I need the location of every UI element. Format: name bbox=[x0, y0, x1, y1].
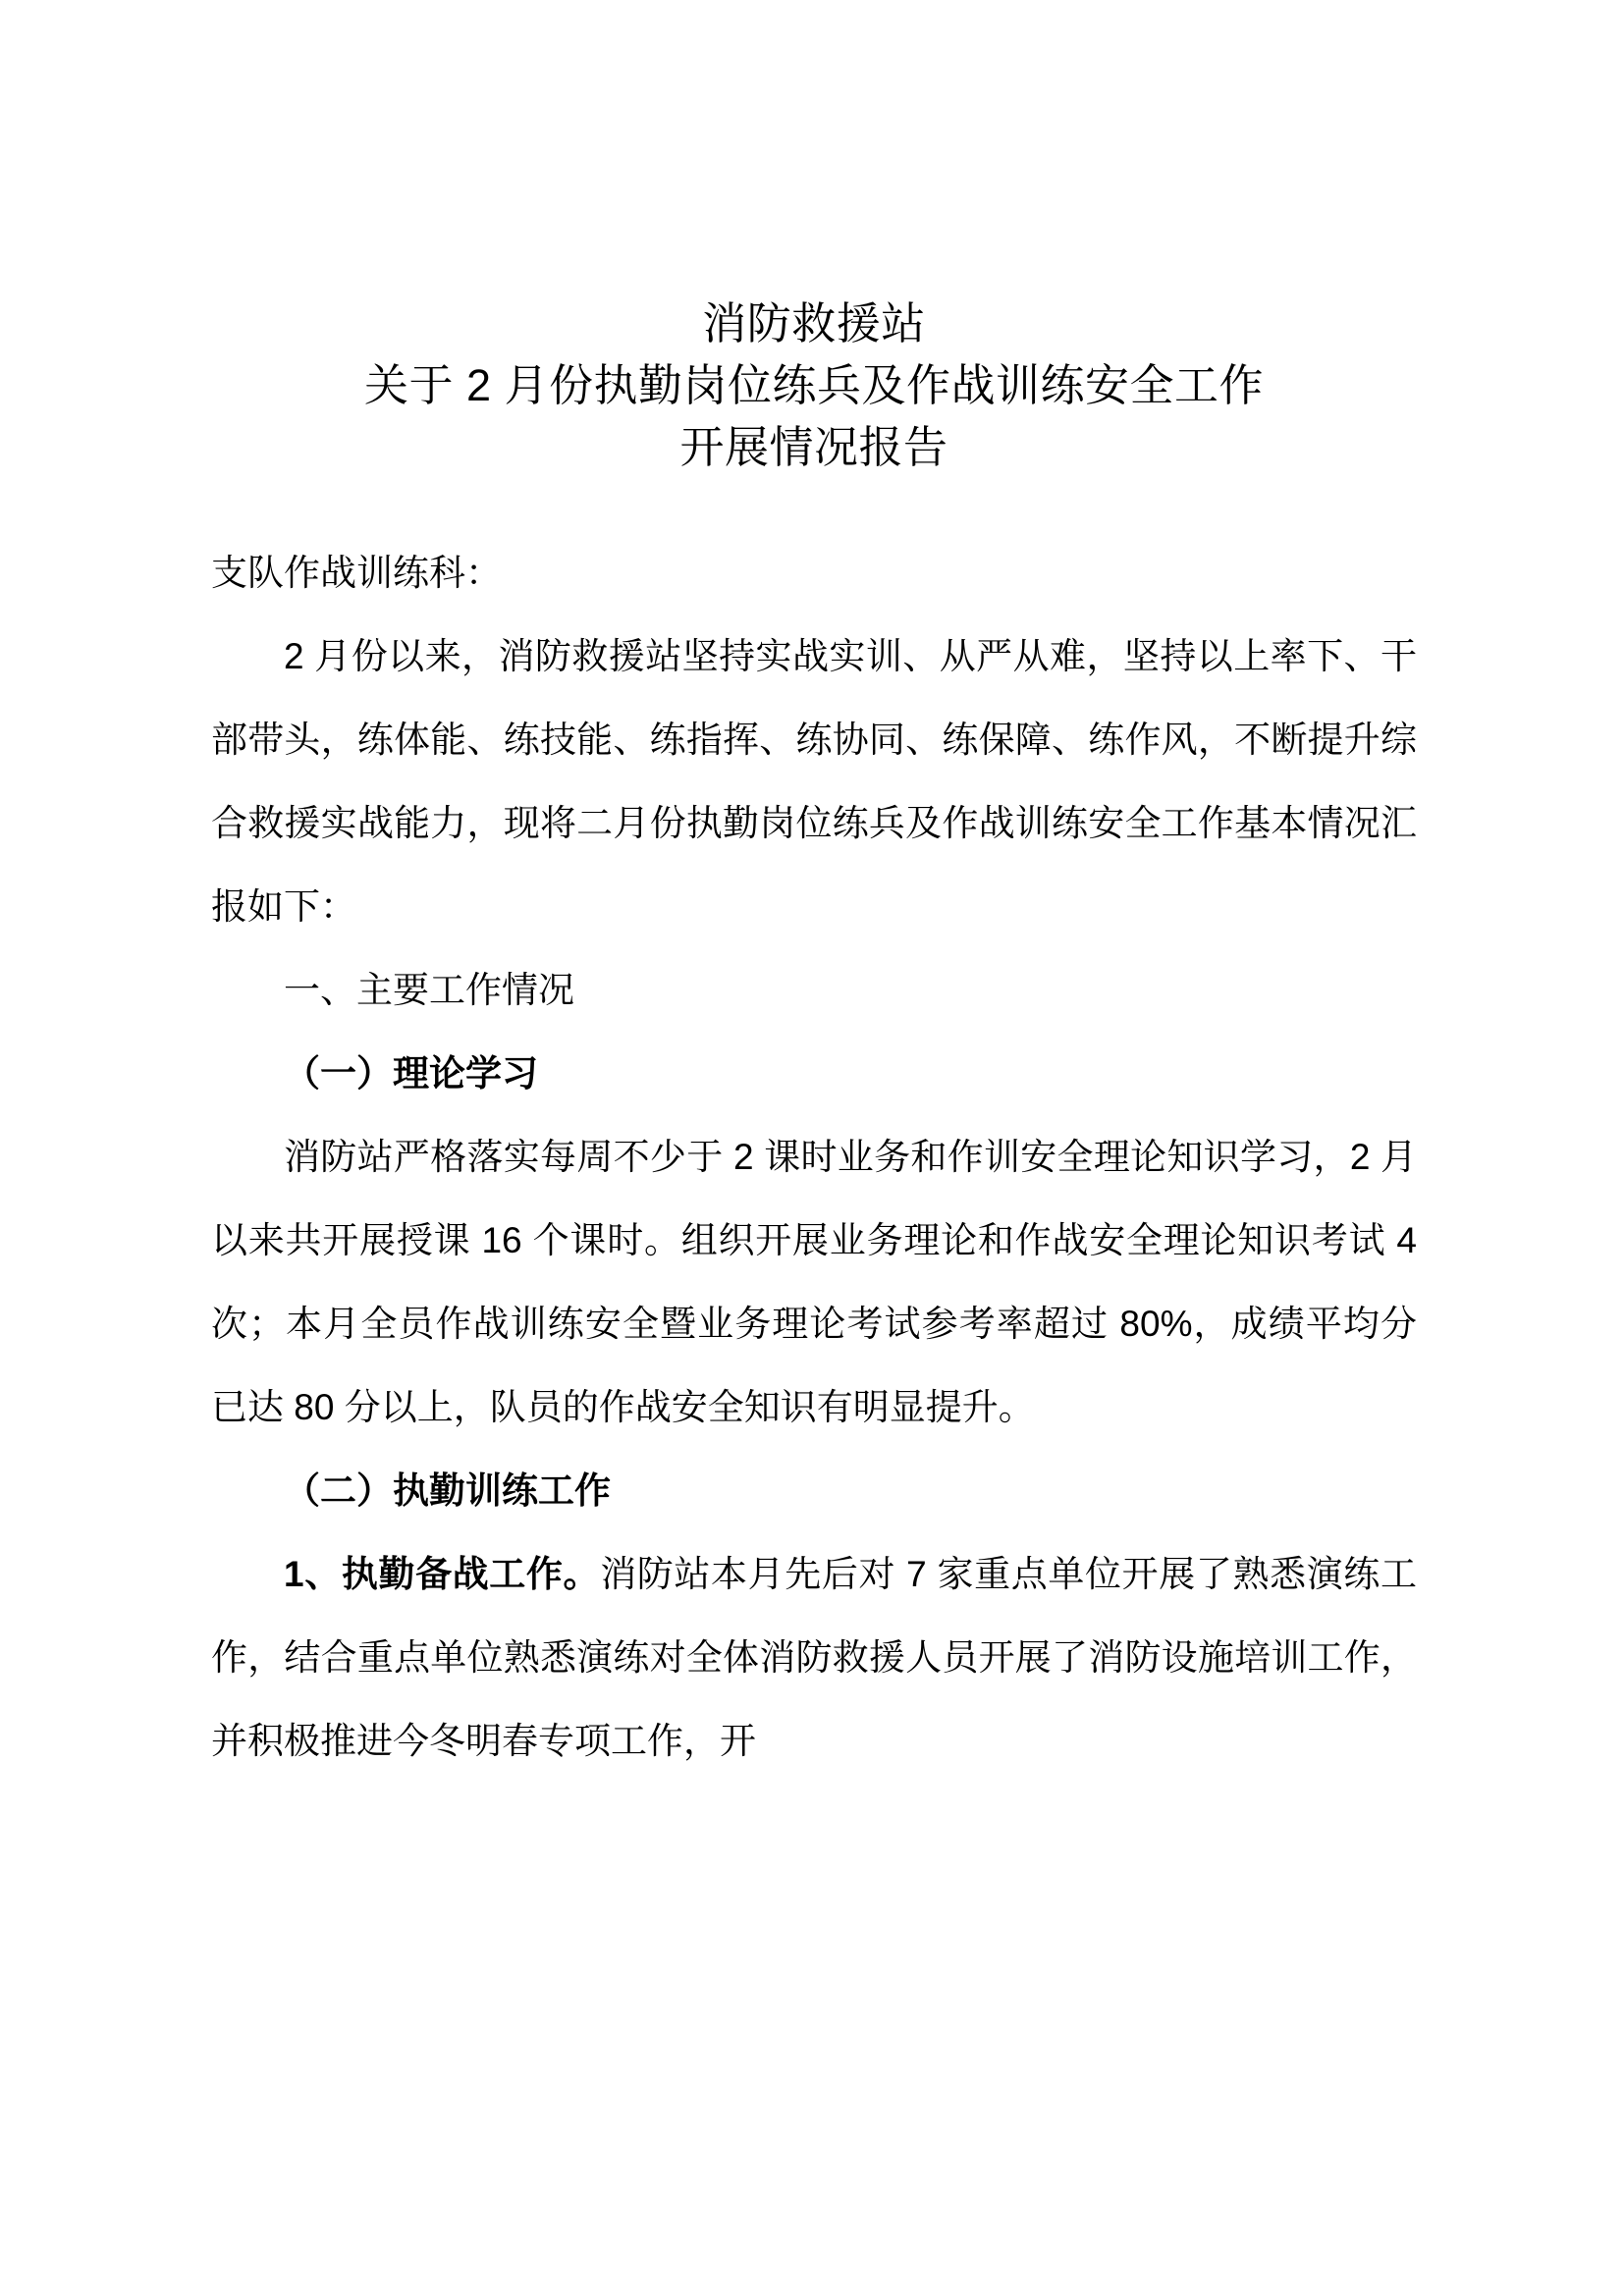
document-body bbox=[211, 531, 1417, 1783]
intro-paragraph: 2 月份以来，消防救援站坚持实战实训、从严从难，坚持以上率下、干部带头，练体能、练技能、练指挥、练协同、练保障、练作风，不断提升综合救援实战能力，现将二月份执勤岗位练兵及作战训练安全工作基本情况汇报如下： bbox=[211, 636, 1417, 927]
item-1-body: 消防站本月先后对 7 家重点单位开展了熟悉演练工作，结合重点单位熟悉演练对全体消防救援人员开展了消防设施培训工作，并积极推进今冬明春专项工作，开 bbox=[211, 1554, 1418, 1761]
title-line-2: 关于 2 月份执勤岗位练兵及作战训练安全工作 bbox=[363, 360, 1265, 410]
subsection-1-body: 消防站严格落实每周不少于 2 课时业务和作训安全理论知识学习，2 月以来共开展授课 16 个课时。组织开展业务理论和作战安全理论知识考试 4 次；本月全员作战训练安全暨业务理论考试参考率超过 80%，成绩平均分已达 80 分以上，队员的作战安全知识有明显提升。 bbox=[211, 1137, 1417, 1427]
item-1-label: 1、执勤备战工作。 bbox=[284, 1554, 601, 1594]
section-heading-1: 一、主要工作情况 bbox=[284, 970, 574, 1010]
subsection-heading-1: （一）理论学习 bbox=[284, 1053, 538, 1094]
document-content bbox=[211, 0, 1417, 1783]
salutation-line: 支队作战训练科： bbox=[211, 553, 502, 593]
title-line-1: 消防救援站 bbox=[702, 298, 926, 348]
title-line-3: 开展情况报告 bbox=[679, 422, 948, 472]
page-title bbox=[211, 0, 1417, 478]
item-1-paragraph bbox=[211, 1532, 1417, 1783]
subsection-heading-2: （二）执勤训练工作 bbox=[284, 1470, 611, 1511]
